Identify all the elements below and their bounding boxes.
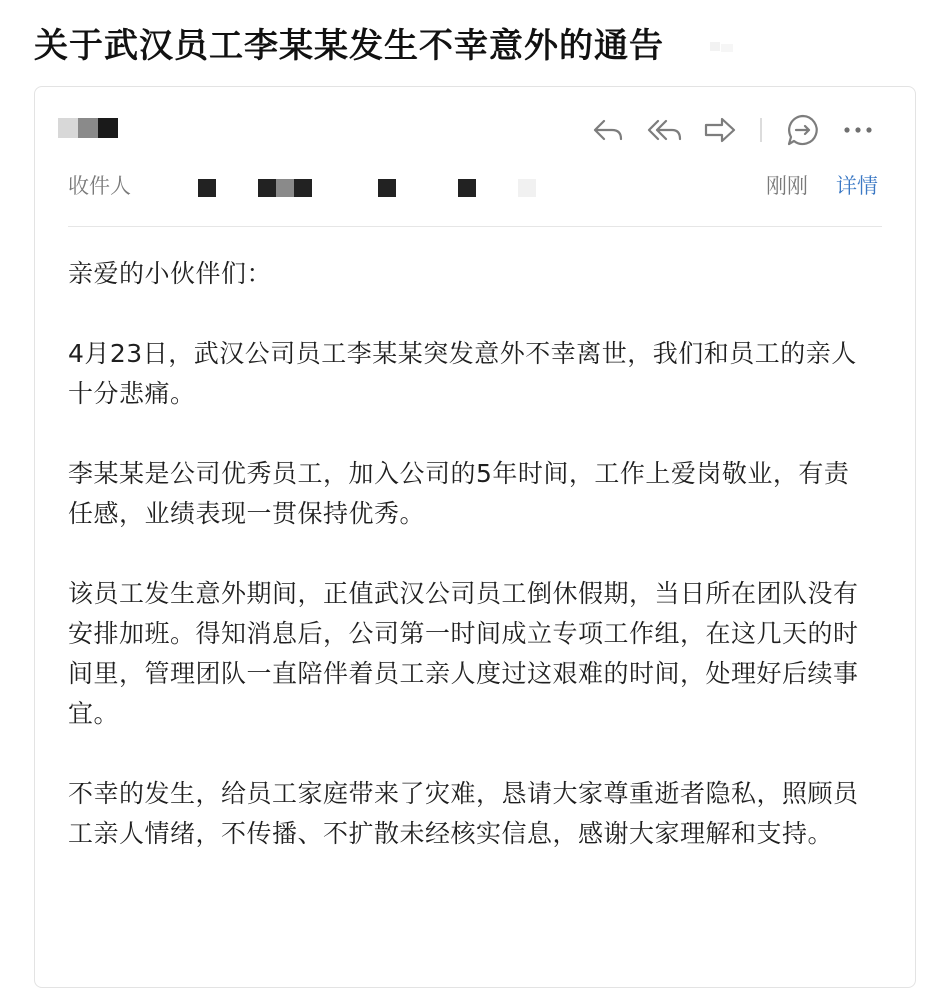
more-icon[interactable] bbox=[840, 112, 876, 148]
reply-icon[interactable] bbox=[590, 112, 626, 148]
forward-icon[interactable] bbox=[702, 112, 738, 148]
recipients-redacted[interactable] bbox=[196, 176, 556, 198]
details-link[interactable]: 详情 bbox=[836, 174, 878, 198]
recipients-label: 收件人 bbox=[68, 174, 131, 198]
sent-time: 刚刚 bbox=[766, 174, 808, 198]
reply-all-icon[interactable] bbox=[646, 112, 682, 148]
sender-avatar-redacted bbox=[58, 118, 120, 138]
header-divider bbox=[68, 226, 882, 227]
chat-icon[interactable] bbox=[785, 112, 821, 148]
toolbar-divider bbox=[760, 118, 762, 142]
notice-title: 关于武汉员工李某某发生不幸意外的通告 bbox=[34, 26, 664, 66]
body-paragraph-1: 4月23日，武汉公司员工李某某突发意外不幸离世，我们和员工的亲人十分悲痛。 bbox=[68, 339, 857, 408]
title-redaction-mark bbox=[706, 38, 740, 56]
email-body bbox=[68, 254, 868, 894]
body-paragraph-3: 该员工发生意外期间，正值武汉公司员工倒休假期，当日所在团队没有安排加班。得知消息后，公司第一时间成立专项工作组，在这几天的时间里，管理团队一直陪伴着员工亲人度过这艰难的时间，处理好后续事宜。 bbox=[68, 579, 859, 728]
body-paragraph-2: 李某某是公司优秀员工，加入公司的5年时间，工作上爱岗敬业，有责任感，业绩表现一贯保持优秀。 bbox=[68, 459, 850, 528]
greeting: 亲爱的小伙伴们： bbox=[68, 259, 273, 288]
body-paragraph-4: 不幸的发生，给员工家庭带来了灾难，恳请大家尊重逝者隐私，照顾员工亲人情绪，不传播、不扩散未经核实信息，感谢大家理解和支持。 bbox=[68, 779, 859, 848]
